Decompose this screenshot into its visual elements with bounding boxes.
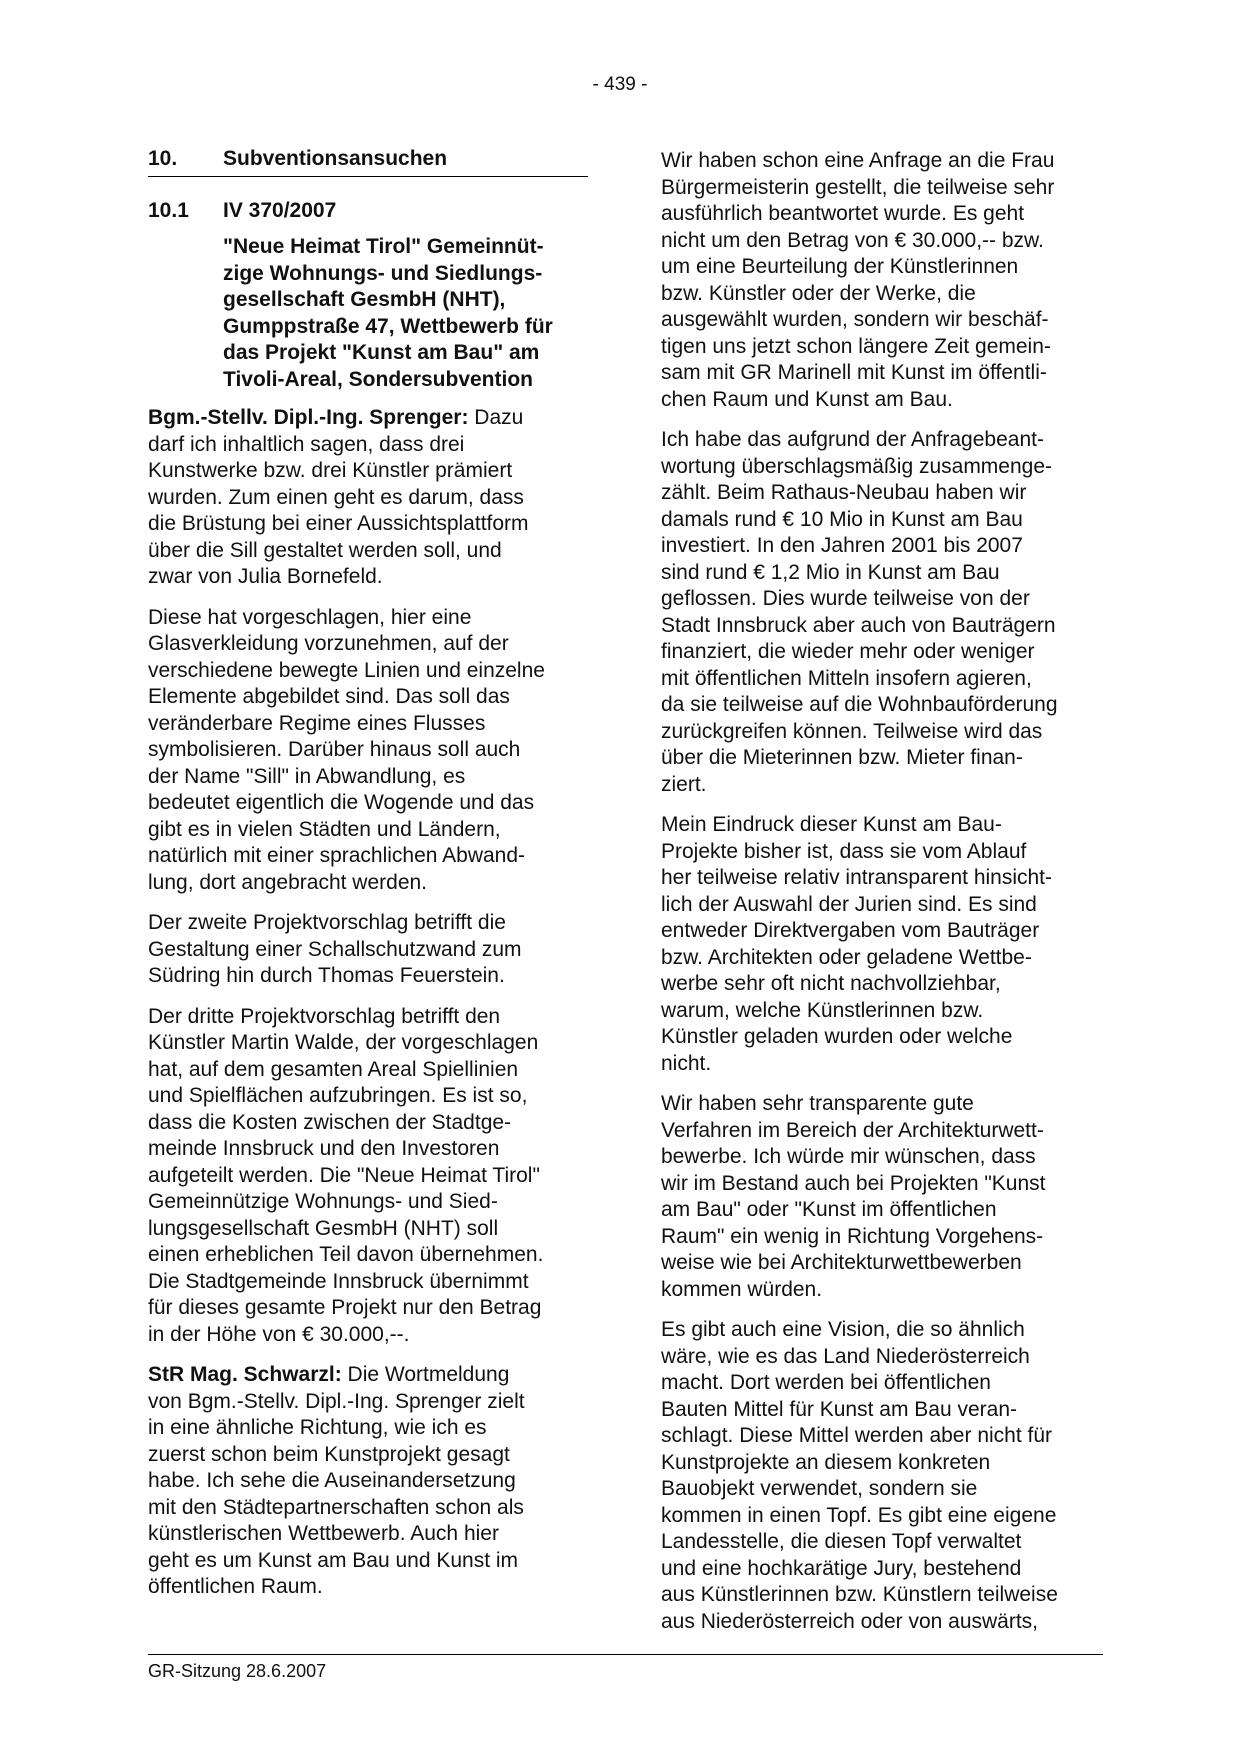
paragraph-text: Die Wortmeldung von Bgm.-Stellv. Dipl.-Ing. Sprenger zielt in eine ähnliche Richtung, wie ich es zuerst schon beim Kunstprojekt gesagt habe. Ich sehe die Auseinandersetzung mit den Städtepartnerschaften schon als künstlerischen Wettbewerb. Auch hier geht es um Kunst am Bau und Kunst im öffentlichen Raum. [148,1363,525,1598]
paragraph [148,1362,588,1601]
item-subject: "Neue Heimat Tirol" Gemeinnüt- zige Wohnungs- und Siedlungs- gesellschaft GesmbH (NHT), Gumppstraße 47, Wettbewerb für das Projekt "Kunst am Bau" am Tivoli-Areal, Sondersubvention [223,235,553,391]
page-number: - 439 - [592,74,648,95]
paragraph-text: Dazu darf ich inhaltlich sagen, dass drei Kunstwerke bzw. drei Künstler prämiert wurden. Zum einen geht es darum, dass die Brüstung bei einer Aussichtsplattform über die Sill gestaltet werden soll, und zwar von Julia Bornefeld. [148,406,529,588]
paragraph [148,405,588,591]
item-reference: IV 370/2007 [223,199,337,222]
paragraph: Es gibt auch eine Vision, die so ähnlich wäre, wie es das Land Niederösterreich macht. Dort werden bei öffentlichen Bauten Mittel für Kunst am Bau veran- schlagt. Diese Mittel werden aber nicht für Kunstprojekte an diesem konkreten Bauobjekt verwendet, sondern sie kommen in einen Topf. Es gibt eine eigene Landesstelle, die diesen Topf verwaltet und eine hochkarätige Jury, bestehend aus Künstlerinnen bzw. Künstlern teilweise aus Niederösterreich oder von auswärts, [661,1318,1058,1633]
section-title: Subventionsansuchen [223,147,448,170]
paragraph: Diese hat vorgeschlagen, hier eine Glasverkleidung vorzunehmen, auf der verschiedene bewegte Linien und einzelne Elemente abgebildet sind. Das soll das veränderbare Regime eines Flusses symbolisieren. Darüber hinaus soll auch der Name "Sill" in Abwandlung, es bedeutet eigentlich die Wogende und das gibt es in vielen Städten und Ländern, natürlich mit einer sprachlichen Abwand- lung, dort angebracht werden. [148,605,545,894]
footer-divider [148,1654,1103,1655]
section-heading [148,146,588,177]
paragraph: Der dritte Projektvorschlag betrifft den Künstler Martin Walde, der vorgeschlagen hat, auf dem gesamten Areal Spiellinien und Spielflächen aufzubringen. Es ist so, dass die Kosten zwischen der Stadtge- meinde Innsbruck und den Investoren aufgeteilt werden. Die "Neue Heimat Tirol" Gemeinnützige Wohnungs- und Sied- lungsgesellschaft GesmbH (NHT) soll einen erheblichen Teil davon übernehmen. Die Stadtgemeinde Innsbruck übernimmt für dieses gesamte Projekt nur den Betrag in der Höhe von € 30.000,--. [148,1004,544,1346]
paragraph: Wir haben schon eine Anfrage an die Frau Bürgermeisterin gestellt, die teilweise sehr ausführlich beantwortet wurde. Es geht nicht um den Betrag von € 30.000,-- bzw. um eine Beurteilung der Künstlerinnen bzw. Künstler oder der Werke, die ausgewählt wurden, sondern wir beschäf- tigen uns jetzt schon längere Zeit gemein- sam mit GR Marinell mit Kunst im öffentli- chen Raum und Kunst am Bau. [661,149,1055,411]
item-heading [148,198,588,224]
left-column [148,146,588,1615]
item-number: 10.1 [148,199,189,222]
paragraph: Wir haben sehr transparente gute Verfahren im Bereich der Architekturwett- bewerbe. Ich würde mir wünschen, dass wir im Bestand auch bei Projekten "Kunst am Bau" oder "Kunst im öffentlichen Raum" ein wenig in Richtung Vorgehens- weise wie bei Architekturwettbewerben kommen würden. [661,1092,1046,1301]
paragraph: Mein Eindruck dieser Kunst am Bau- Projekte bisher ist, dass sie vom Ablauf her teilweise relativ intransparent hinsicht- lich der Auswahl der Jurien sind. Es sind entweder Direktvergaben vom Bauträger bzw. Architekten oder geladene Wettbe- werbe sehr oft nicht nachvollziehbar, warum, welche Künstlerinnen bzw. Künstler geladen wurden oder welche nicht. [661,813,1053,1075]
footer: GR-Sitzung 28.6.2007 [148,1661,327,1681]
section-number: 10. [148,147,178,170]
paragraph: Ich habe das aufgrund der Anfragebeant- wortung überschlagsmäßig zusammenge- zählt. Beim Rathaus-Neubau haben wir damals rund € 10 Mio in Kunst am Bau investiert. In den Jahren 2001 bis 2007 sind rund € 1,2 Mio in Kunst am Bau geflossen. Dies wurde teilweise von der Stadt Innsbruck aber auch von Bauträgern finanziert, die wieder mehr oder weniger mit öffentlichen Mitteln insofern agieren, da sie teilweise auf die Wohnbauförderung zurückgreifen können. Teilweise wird das über die Mieterinnen bzw. Mieter finan- ziert. [661,428,1058,796]
paragraph: Der zweite Projektvorschlag betrifft die Gestaltung einer Schallschutzwand zum Südring hin durch Thomas Feuerstein. [148,911,522,987]
speaker-name: Bgm.-Stellv. Dipl.-Ing. Sprenger: [148,406,469,429]
speaker-name: StR Mag. Schwarzl: [148,1363,342,1386]
right-column [661,148,1101,1649]
